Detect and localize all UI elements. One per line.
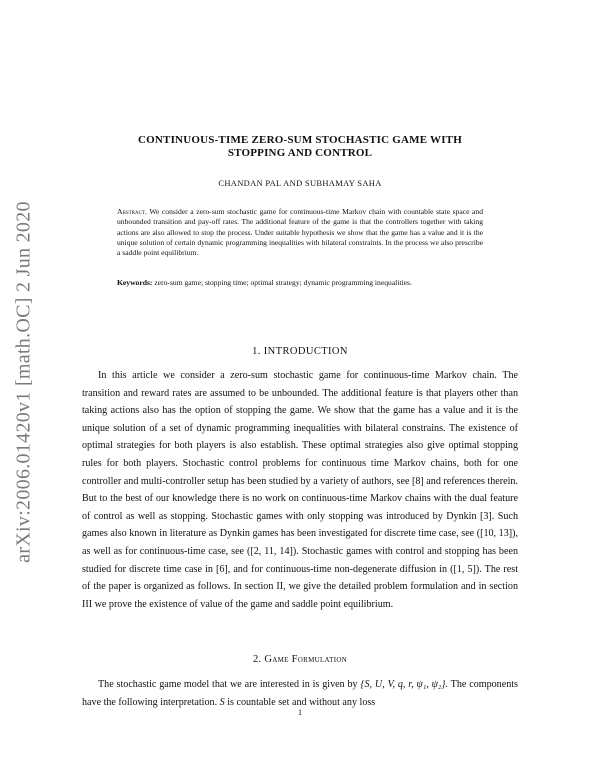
paper-title — [60, 134, 540, 160]
introduction-body — [82, 367, 518, 613]
arxiv-id: arXiv:2006.01420v1 [math.OC] 2 Jun 2020 — [12, 201, 35, 563]
model-tuple: {S, U, V, q, r, ψ₁, ψ₂}. — [360, 679, 448, 690]
section-heading-introduction: 1. INTRODUCTION — [252, 346, 348, 357]
game-formulation-paragraph — [82, 676, 518, 711]
model-intro-text: The stochastic game model that we are interested in is given by — [98, 679, 358, 690]
page-number: 1 — [298, 708, 302, 717]
abstract-label: Abstract. — [117, 207, 147, 216]
section-title: Game Formulation — [264, 654, 348, 665]
title-line-2: STOPPING AND CONTROL — [227, 147, 373, 159]
keywords-label: Keywords: — [117, 278, 153, 287]
section-heading-game-formulation — [60, 654, 540, 665]
abstract-text: We consider a zero-sum stochastic game for continuous-time Markov chain with countable state space and unbounded transition and pay-off rates. The additional feature of the game is that the controllers together with taking actions are also allowed to stop the process. Under suitable hypothesis we show that the game has a value and it is the unique solution of certain dynamic programming inequalities with bilateral constraints. In the process we also prescribe a saddle point equilibrium. — [117, 207, 484, 258]
keywords-text: zero-sum game; stopping time; optimal strategy; dynamic programming inequalities. — [154, 278, 412, 287]
title-line-1: CONTINUOUS-TIME ZERO-SUM STOCHASTIC GAME WITH — [138, 134, 462, 146]
state-space-symbol: S — [219, 696, 225, 708]
introduction-paragraph: In this article we consider a zero-sum stochastic game for continuous-time Markov chain. The transition and reward rates are assumed to be unbounded. The additional feature is that players other than taking actions also has the option of stopping the game. We show that the game has a value and it is the unique solution of a set of dynamic programming inequalities with bilateral constrains. The existence of optimal strategies for both players is also establish. These optimal strategies also give optimal stopping rules for both players. Stochastic control problems for continuous time Markov chains, both for one controller and multi-controller setup has been studied by a variety of authors, see [8] and references therein. But to the best of our knowledge there is no work on continuous-time Markov chains with the dual feature of control as well as stopping. Stochastic games with only stopping was introduced by Dynkin [3]. Such games also known in literature as Dynkin games has been investigated for discrete time case, see ([10, 13]), as well as for continuous-time case, see ([2, 11, 14]). Stochastic games with control and stopping has been studied for discrete time case in [6], and for continuous-time non-degenerate diffusion in ([1, 5]). The rest of the paper is organized as follows. In section II, we give the detailed problem formulation and in section III we prove the existence of value of the game and saddle point equilibrium. — [82, 370, 518, 610]
arxiv-sidebar-stamp — [6, 178, 42, 586]
state-space-text: is countable set and without any loss — [227, 696, 376, 708]
keywords — [117, 278, 483, 288]
section-number: 2. — [252, 654, 262, 665]
components-text: The components have the following interpretation. — [82, 679, 518, 708]
paper-authors: CHANDAN PAL AND SUBHAMAY SAHA — [218, 178, 382, 188]
abstract — [117, 207, 483, 258]
game-formulation-body — [82, 676, 518, 711]
